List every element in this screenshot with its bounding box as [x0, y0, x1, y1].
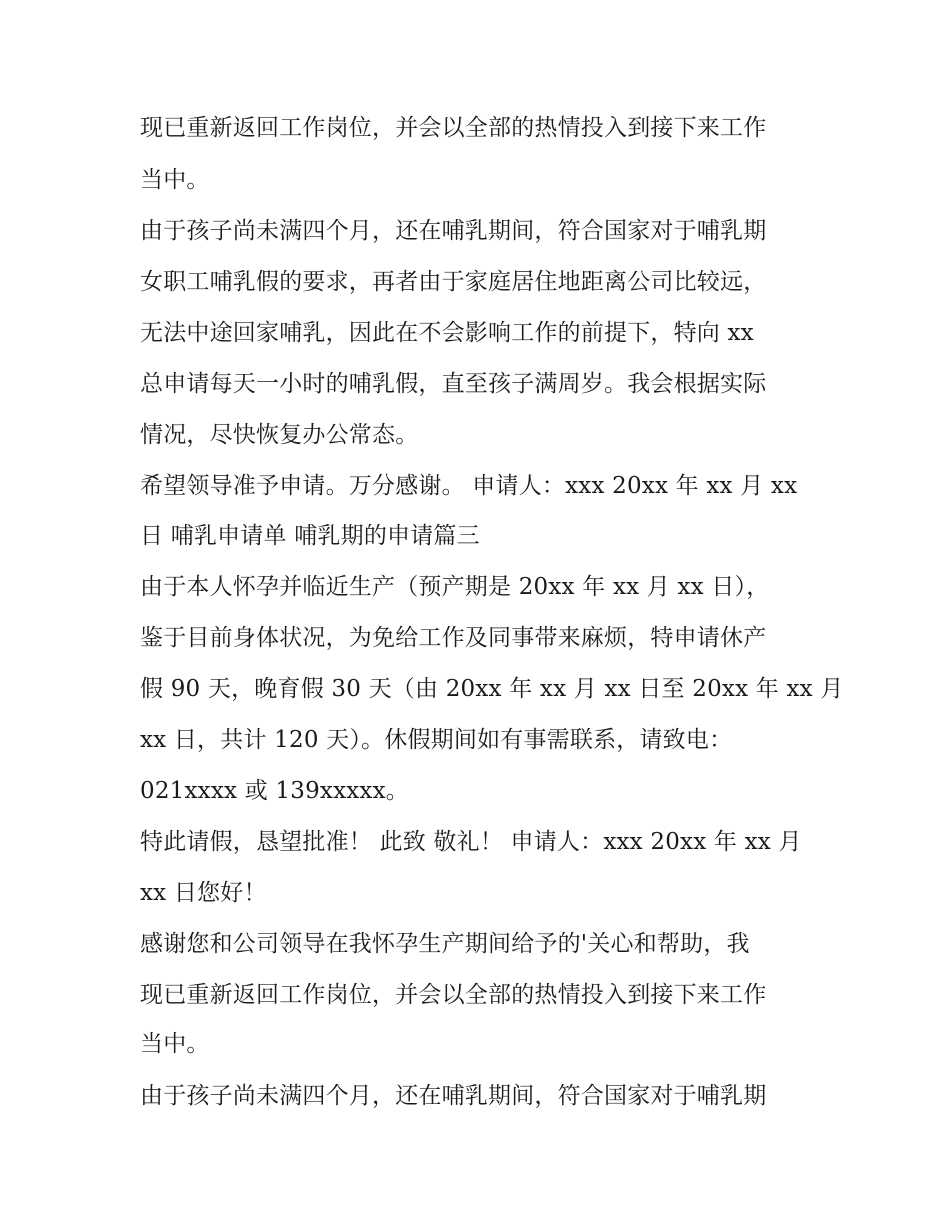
text-line: 现已重新返回工作岗位，并会以全部的热情投入到接下来工作: [140, 982, 767, 1008]
text-line: 特此请假，恳望批准！ 此致 敬礼！ 申请人：xxx 20xx 年 xx 月: [140, 829, 802, 855]
text-line: 感谢您和公司领导在我怀孕生产期间给予的'关心和帮助，我: [140, 931, 750, 957]
text-line: xx 日，共计 120 天）。休假期间如有事需联系，请致电：: [140, 727, 733, 753]
text-line: xx 日您好！: [140, 880, 267, 906]
text-line: 021xxxx 或 139xxxxx。: [140, 778, 409, 804]
text-line: 情况，尽快恢复办公常态。: [140, 422, 419, 448]
text-line: 鉴于目前身体状况，为免给工作及同事带来麻烦，特申请休产: [140, 625, 767, 651]
text-line: 当中。: [140, 1031, 210, 1057]
text-line: 由于孩子尚未满四个月，还在哺乳期间，符合国家对于哺乳期: [140, 1083, 767, 1109]
text-line: 无法中途回家哺乳，因此在不会影响工作的前提下，特向 xx: [140, 320, 754, 346]
text-line: 当中。: [140, 167, 210, 193]
text-line: 女职工哺乳假的要求，再者由于家庭居住地距离公司比较远，: [140, 269, 767, 295]
text-line: 由于孩子尚未满四个月，还在哺乳期间，符合国家对于哺乳期: [140, 218, 767, 244]
text-line: 假 90 天，晚育假 30 天（由 20xx 年 xx 月 xx 日至 20xx 年 xx 月: [140, 676, 844, 702]
text-line: 由于本人怀孕并临近生产（预产期是 20xx 年 xx 月 xx 日），: [140, 574, 770, 600]
text-line: 现已重新返回工作岗位，并会以全部的热情投入到接下来工作: [140, 115, 767, 141]
text-line: 希望领导准予申请。万分感谢。 申请人：xxx 20xx 年 xx 月 xx: [140, 473, 798, 499]
text-line: 总申请每天一小时的哺乳假，直至孩子满周岁。我会根据实际: [140, 371, 767, 397]
text-line: 日 哺乳申请单 哺乳期的申请篇三: [140, 523, 480, 549]
